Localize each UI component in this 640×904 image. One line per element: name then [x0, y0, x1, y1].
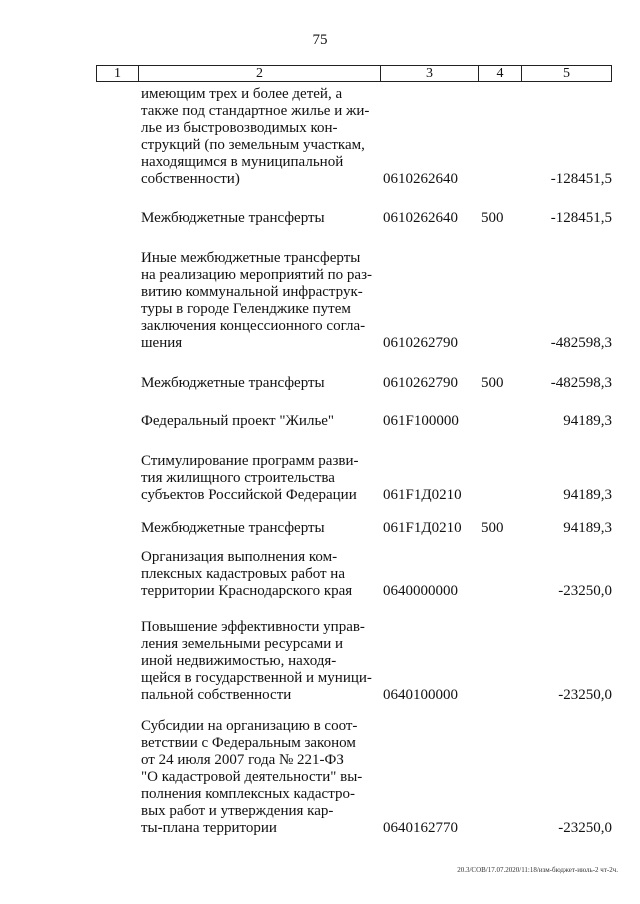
description-line: от 24 июля 2007 года № 221-ФЗ — [141, 752, 344, 768]
description-line: на реализацию мероприятий по раз- — [141, 267, 372, 283]
row-description — [141, 549, 373, 600]
row-code: 0610262640 — [383, 210, 458, 226]
header-col-2: 2 — [139, 66, 381, 81]
row-code: 0640162770 — [383, 820, 458, 836]
row-expense-type: 500 — [481, 375, 504, 391]
row-code: 0610262790 — [383, 375, 458, 391]
description-line: иной недвижимостью, находя- — [141, 653, 337, 669]
description-line: тия жилищного строительства — [141, 470, 335, 486]
description-line: ты-плана территории — [141, 820, 277, 836]
row-description — [141, 210, 373, 227]
description-line: имеющим трех и более детей, а — [141, 86, 343, 102]
document-footer: 20.3/СОВ/17.07.2020/11:18/изм-бюджет-июль-2 чт-2ч. — [457, 866, 618, 874]
row-amount: -23250,0 — [558, 687, 612, 703]
row-description — [141, 375, 373, 392]
description-line: заключения концессионного согла- — [141, 318, 366, 334]
row-code: 0610262790 — [383, 335, 458, 351]
description-line: ветствии с Федеральным законом — [141, 735, 356, 751]
description-line: Субсидии на организацию в соот- — [141, 718, 358, 734]
description-line: территории Краснодарского края — [141, 583, 353, 599]
header-col-3: 3 — [381, 66, 479, 81]
row-code: 061F1Д0210 — [383, 520, 462, 536]
description-line: щейся в государственной и муници- — [141, 670, 372, 686]
header-col-4: 4 — [479, 66, 522, 81]
description-line: струкций (по земельным участкам, — [141, 137, 365, 153]
row-amount: -482598,3 — [550, 375, 612, 391]
header-col-5: 5 — [563, 66, 570, 81]
row-amount: 94189,3 — [563, 520, 612, 536]
row-description — [141, 453, 373, 504]
description-line: Организация выполнения ком- — [141, 549, 338, 565]
row-code: 061F1Д0210 — [383, 487, 462, 503]
row-description — [141, 250, 373, 352]
row-description — [141, 520, 373, 537]
description-line: ления земельными ресурсами и — [141, 636, 344, 652]
row-amount: -128451,5 — [550, 210, 612, 226]
row-code: 0610262640 — [383, 171, 458, 187]
description-line: Повышение эффективности управ- — [141, 619, 365, 635]
description-line: также под стандартное жилье и жи- — [141, 103, 370, 119]
description-line: "О кадастровой деятельности" вы- — [141, 769, 363, 785]
description-line: плексных кадастровых работ на — [141, 566, 345, 582]
description-line: собственности) — [141, 171, 240, 187]
row-amount: -482598,3 — [550, 335, 612, 351]
description-line: Межбюджетные трансферты — [141, 520, 325, 536]
row-amount: -23250,0 — [558, 583, 612, 599]
row-code: 0640000000 — [383, 583, 458, 599]
description-line: полнения комплексных кадастро- — [141, 786, 355, 802]
row-description — [141, 619, 373, 704]
description-line: находящимся в муниципальной — [141, 154, 344, 170]
row-amount: 94189,3 — [563, 487, 612, 503]
row-description — [141, 718, 373, 837]
page-number: 75 — [312, 32, 328, 48]
description-line: Иные межбюджетные трансферты — [141, 250, 361, 266]
row-expense-type: 500 — [481, 210, 504, 226]
row-description — [141, 413, 373, 430]
table-header — [96, 65, 612, 82]
row-code: 0640100000 — [383, 687, 458, 703]
description-line: лье из быстровозводимых кон- — [141, 120, 338, 136]
row-description — [141, 86, 373, 188]
header-col-1: 1 — [97, 66, 139, 81]
description-line: витию коммунальной инфраструк- — [141, 284, 363, 300]
description-line: Межбюджетные трансферты — [141, 375, 325, 391]
row-code: 061F100000 — [383, 413, 459, 429]
description-line: Стимулирование программ разви- — [141, 453, 359, 469]
description-line: туры в городе Геленджике путем — [141, 301, 351, 317]
description-line: вых работ и утверждения кар- — [141, 803, 334, 819]
row-expense-type: 500 — [481, 520, 504, 536]
description-line: пальной собственности — [141, 687, 292, 703]
row-amount: -128451,5 — [550, 171, 612, 187]
row-amount: 94189,3 — [563, 413, 612, 429]
description-line: Федеральный проект "Жилье" — [141, 413, 335, 429]
description-line: Межбюджетные трансферты — [141, 210, 325, 226]
description-line: шения — [141, 335, 183, 351]
description-line: субъектов Российской Федерации — [141, 487, 357, 503]
row-amount: -23250,0 — [558, 820, 612, 836]
